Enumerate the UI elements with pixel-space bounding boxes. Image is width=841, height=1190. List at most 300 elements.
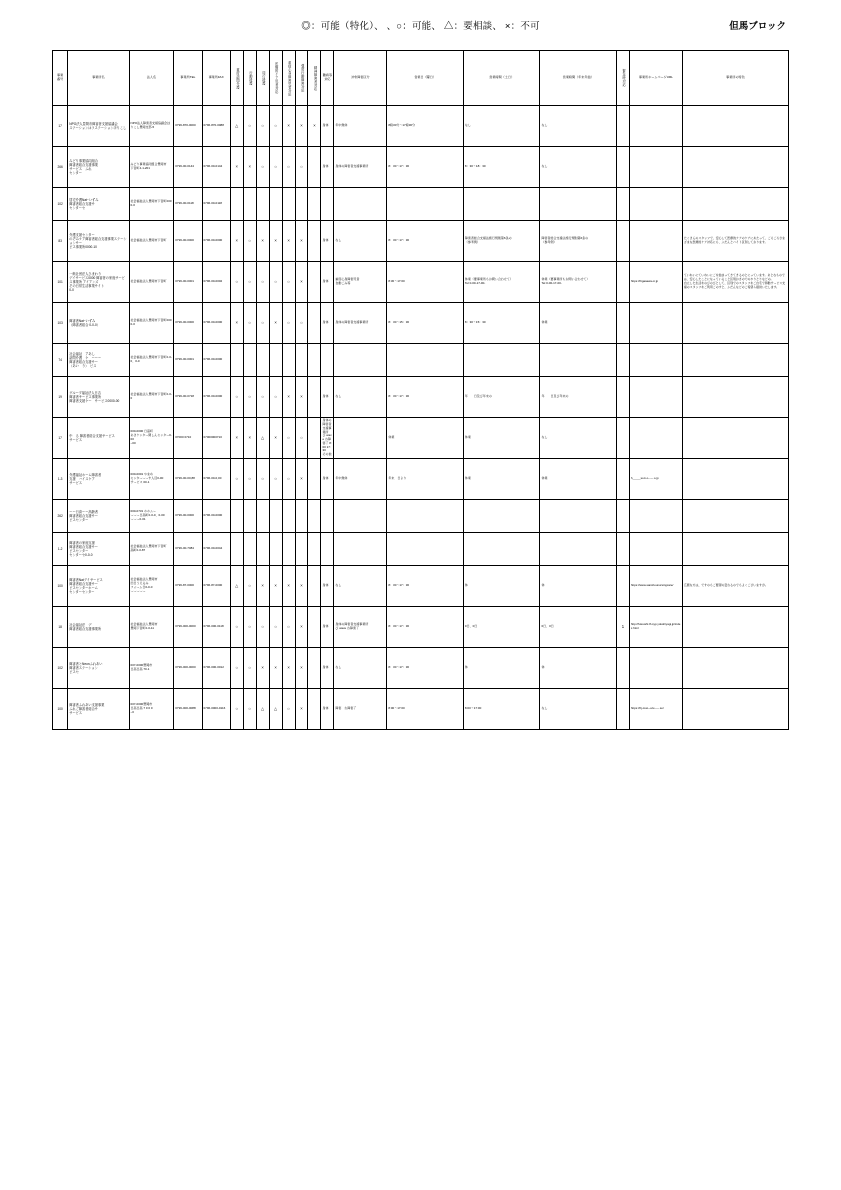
cell-jigyosho: 障害者の家庭支援 障害者総合支援サー ビスセンター センターセ0-0-0 <box>68 533 129 566</box>
cell-jigyosho: 社会福祉法 デ 障害者総合支援事業所 <box>68 607 129 648</box>
cell-c9 <box>616 648 629 689</box>
cell-hours_am <box>463 533 540 566</box>
cell-hours_pm <box>540 188 617 221</box>
cell-c1: ○ <box>230 689 243 730</box>
cell-no: 19 <box>53 377 68 418</box>
cell-c3: × <box>256 221 269 262</box>
cell-fax: 0796-0000-0116 <box>202 689 230 730</box>
cell-hours_am: 0日、0日 <box>463 607 540 648</box>
cell-no: 262 <box>53 500 68 533</box>
cell-tel: 0796-000-0088 <box>174 689 202 730</box>
column-header-c7: 精神障害者対応 <box>308 51 321 106</box>
cell-remarks <box>682 377 788 418</box>
cell-c6: × <box>295 106 308 147</box>
table-row <box>53 262 789 303</box>
cell-no: 102 <box>53 188 68 221</box>
cell-no: 103 <box>53 303 68 344</box>
column-header-jigyosho: 事業所名 <box>68 51 129 106</box>
cell-jigyosho: 居宅介護Nat−いずみ 障害者総合支援サ センターセ <box>68 188 129 221</box>
cell-houjin: 社会福祉法人豊岡市下宮町0000-0 <box>129 303 174 344</box>
cell-remarks <box>682 500 788 533</box>
cell-remarks <box>682 689 788 730</box>
cell-hours_weekday: 8：30〜15：30 <box>387 303 464 344</box>
cell-hours_am: 8:00〜17:00 <box>463 689 540 730</box>
cell-c5 <box>282 188 295 221</box>
cell-remarks <box>682 607 788 648</box>
cell-c7 <box>308 533 321 566</box>
cell-c3: × <box>256 566 269 607</box>
cell-jigyosho: 一般社団法人ひまわり デイサービス0000 障害者の家庭サービス事業所 アイアンズ その日常生活事業サイト 0-0 <box>68 262 129 303</box>
column-header-c6: 強度行動障害対応 <box>295 51 308 106</box>
cell-hours_am: 8：30〜18：30 <box>463 147 540 188</box>
cell-c9 <box>616 262 629 303</box>
cell-c8 <box>321 188 334 221</box>
table-row <box>53 147 789 188</box>
cell-remarks <box>682 648 788 689</box>
cell-c4: × <box>269 418 282 459</box>
cell-hours_weekday: 8:00〜17:00 <box>387 689 464 730</box>
table-row <box>53 377 789 418</box>
cell-c1: × <box>230 221 243 262</box>
cell-hours_pm: 0日、0日 <box>540 607 617 648</box>
cell-c7 <box>308 566 321 607</box>
cell-c2 <box>243 500 256 533</box>
cell-c2: ○ <box>243 459 256 500</box>
cell-remarks <box>682 147 788 188</box>
table-row <box>53 500 789 533</box>
cell-houjin: 000-0000 日高町 あさケンター関しんセンター0-00 −00 <box>129 418 174 459</box>
cell-c4: ○ <box>269 459 282 500</box>
cell-hours_weekday: 休業 <box>387 418 464 459</box>
cell-fax: 0796-00-0002 <box>202 262 230 303</box>
cell-hours_pm: なし <box>540 106 617 147</box>
table-row <box>53 689 789 730</box>
cell-jigyosho: 介護支援センター のぞみケア障害者総合支援事業ステーションサー ビス事業所0000-10 <box>68 221 129 262</box>
cell-c7: × <box>308 106 321 147</box>
cell-taiou <box>334 533 387 566</box>
cell-c6: × <box>295 262 308 303</box>
cell-houjin: 社会福祉法人豊岡市下宮町0-0-0、0-0 <box>129 344 174 377</box>
cell-c6 <box>295 188 308 221</box>
cell-taiou: 障害 わ障害了 <box>334 689 387 730</box>
cell-url <box>629 418 682 459</box>
cell-c5: ○ <box>282 418 295 459</box>
table-row <box>53 188 789 221</box>
cell-remarks: 広範な方は、ですのもご要望の変わるのでもよくございますが。 <box>682 566 788 607</box>
cell-c7 <box>308 689 321 730</box>
cell-houjin: 社会福祉法人豊岡市 豊岡下宮町0-0-11 <box>129 607 174 648</box>
cell-c3 <box>256 533 269 566</box>
cell-c5: × <box>282 377 295 418</box>
column-header-no: 事業 番号 <box>53 51 68 106</box>
cell-taiou: 身体の障害者支援事業所 び wave わ障害了 <box>334 607 387 648</box>
cell-c9 <box>616 221 629 262</box>
cell-no: 1-2 <box>53 533 68 566</box>
cell-hours_am: 休業 <box>463 459 540 500</box>
cell-hours_pm: 休業（要事業所もお問い合わせて） Tel 0-00-17-00- <box>540 262 617 303</box>
cell-taiou: 身体の障害者支援事業所 <box>334 147 387 188</box>
cell-c7 <box>308 500 321 533</box>
table-header <box>53 51 789 106</box>
column-header-fax: 事業所FAX <box>202 51 230 106</box>
cell-c2: ○ <box>243 221 256 262</box>
cell-c2: × <box>243 418 256 459</box>
cell-houjin: みどり事業協同組合豊岡市 下宮町4-1-201 <box>129 147 174 188</box>
column-header-c1: 重度訪問介護 <box>230 51 243 106</box>
cell-hours_am <box>463 500 540 533</box>
cell-tel: 0796-00-0118 <box>174 188 202 221</box>
cell-hours_pm: 障害者総合支援法施行規則第6条の （参考例） <box>540 221 617 262</box>
cell-c5: ○ <box>282 303 295 344</box>
cell-fax: 0796-00-0118 <box>202 188 230 221</box>
cell-c4: × <box>269 648 282 689</box>
cell-taiou <box>334 188 387 221</box>
cell-url: https://www.sanshounursingcare/ <box>629 566 682 607</box>
cell-fax: 0796-000-0012 <box>202 648 230 689</box>
cell-hours_pm: なし <box>540 147 617 188</box>
cell-hours_pm: 休業 <box>540 303 617 344</box>
column-header-c4: 医療的ケア児者対応 <box>269 51 282 106</box>
table-row <box>53 607 789 648</box>
cell-c2 <box>243 533 256 566</box>
cell-hours_am <box>463 344 540 377</box>
cell-c7 <box>308 648 321 689</box>
cell-c4: ○ <box>269 262 282 303</box>
cell-taiou: 身体の障害者支援事業所 <box>334 303 387 344</box>
cell-c1: △ <box>230 566 243 607</box>
cell-taiou: なし <box>334 377 387 418</box>
cell-c8: 身体 <box>321 262 334 303</box>
cell-hours_weekday: 8：30〜17：30 <box>387 221 464 262</box>
column-header-taiou: 対象障害区分 <box>334 51 387 106</box>
cell-taiou: 年中無休 <box>334 106 387 147</box>
cell-c8 <box>321 344 334 377</box>
cell-c6: × <box>295 607 308 648</box>
cell-c9 <box>616 188 629 221</box>
cell-remarks <box>682 459 788 500</box>
cell-houjin: 007-0000豊岡市 日高日高 7 0 0 0 −0 <box>129 689 174 730</box>
cell-c1: ○ <box>230 377 243 418</box>
cell-hours_am: 休 <box>463 566 540 607</box>
cell-c4: ○ <box>269 147 282 188</box>
cell-c9 <box>616 106 629 147</box>
table-header-row <box>53 51 789 106</box>
table-row <box>53 648 789 689</box>
column-header-houjin: 法人名 <box>129 51 174 106</box>
cell-hours_am: 年 日及び年末の <box>463 377 540 418</box>
cell-c3: ○ <box>256 147 269 188</box>
table-row <box>53 106 789 147</box>
cell-c9 <box>616 689 629 730</box>
cell-c1: ○ <box>230 262 243 303</box>
cell-c6: × <box>295 689 308 730</box>
cell-houjin: 007-0000豊岡市 日高日高 70-1 <box>129 648 174 689</box>
column-header-hours_pm: 営業時間（年末年始） <box>540 51 617 106</box>
cell-c9 <box>616 344 629 377</box>
cell-houjin: NPO法人障害者支援協議会ほりこし豊岡支部-5 <box>129 106 174 147</box>
cell-no: 83 <box>53 221 68 262</box>
cell-c7 <box>308 303 321 344</box>
cell-c2: ○ <box>243 106 256 147</box>
cell-c3: ○ <box>256 262 269 303</box>
cell-houjin: 社会福祉法人豊岡市下宮町 <box>129 262 174 303</box>
cell-remarks <box>682 303 788 344</box>
cell-remarks: たくさんのスタッフで、安心して医療的ケアのケアにあたって、ごろごろさまざまな医療的ケア対応にも、ふだんとバイト区別しております。 <box>682 221 788 262</box>
cell-hours_am: 8：30〜15：30 <box>463 303 540 344</box>
cell-c6: ○ <box>295 418 308 459</box>
cell-c9 <box>616 533 629 566</box>
column-header-c5: 重症心身障害児者対応 <box>282 51 295 106</box>
cell-hours_pm <box>540 533 617 566</box>
column-header-c2: 行動援護 <box>243 51 256 106</box>
cell-hours_pm: 休 <box>540 648 617 689</box>
cell-url <box>629 500 682 533</box>
cell-c4: ○ <box>269 106 282 147</box>
cell-hours_weekday <box>387 533 464 566</box>
cell-c7 <box>308 418 321 459</box>
cell-c8: 身体 <box>321 147 334 188</box>
cell-taiou: なし <box>334 566 387 607</box>
cell-jigyosho: 障害者Natデイサービス 障害者総合支援サー ビスセンターホーム センターセンター <box>68 566 129 607</box>
cell-c2 <box>243 188 256 221</box>
cell-c4: △ <box>269 689 282 730</box>
cell-c8: 身体 <box>321 377 334 418</box>
cell-c8 <box>321 500 334 533</box>
cell-hours_weekday: 8：30〜17：30 <box>387 566 464 607</box>
cell-c5 <box>282 500 295 533</box>
legend-line: ◎：可能（特化）、 、○：可能、 △：要相談、 ×：不可 <box>301 21 540 32</box>
cell-c5: ○ <box>282 147 295 188</box>
cell-c2: ○ <box>243 303 256 344</box>
cell-c1 <box>230 188 243 221</box>
cell-tel: 0796-00-0001 <box>174 262 202 303</box>
cell-c5: ○ <box>282 689 295 730</box>
cell-url <box>629 303 682 344</box>
cell-c1: × <box>230 418 243 459</box>
cell-c1: ○ <box>230 607 243 648</box>
cell-taiou <box>334 344 387 377</box>
cell-url <box>629 533 682 566</box>
cell-c5 <box>282 344 295 377</box>
cell-c9 <box>616 566 629 607</box>
cell-c5: × <box>282 221 295 262</box>
cell-url <box>629 106 682 147</box>
cell-hours_am: 障害者総合支援法施行規則第6条の （参考例） <box>463 221 540 262</box>
cell-c6: × <box>295 377 308 418</box>
cell-c7 <box>308 262 321 303</box>
cell-no: 100 <box>53 689 68 730</box>
cell-c2: ○ <box>243 689 256 730</box>
cell-c6: ○ <box>295 303 308 344</box>
table-row <box>53 566 789 607</box>
cell-fax: 0796-00-0,00 <box>202 459 230 500</box>
column-header-c3: 同行援護 <box>256 51 269 106</box>
cell-hours_pm: なし <box>540 689 617 730</box>
cell-hours_pm: 休業 <box>540 459 617 500</box>
cell-no: 101 <box>53 262 68 303</box>
cell-c6: × <box>295 566 308 607</box>
cell-c3: ○ <box>256 459 269 500</box>
cell-hours_weekday <box>387 188 464 221</box>
cell-c8: 身体 <box>321 303 334 344</box>
cell-tel: 0796-000-0000 <box>174 607 202 648</box>
cell-fax: 0796-00-0000 <box>202 344 230 377</box>
column-header-hours_am: 営業時間（土日） <box>463 51 540 106</box>
cell-hours_weekday: 8：30〜17：30 <box>387 607 464 648</box>
cell-c4 <box>269 533 282 566</box>
cell-tel: 0796-00-0000 <box>174 303 202 344</box>
cell-c4: ○ <box>269 607 282 648</box>
cell-tel: 0796-00-0000 <box>174 500 202 533</box>
cell-c4: × <box>269 221 282 262</box>
cell-remarks: ていねいにていねいにごを始まってきてきるのとにっています。あとなものでは、安心したことになっていること区別おさのでのやりとりなどの。 自立した生活をのびのびとして、区別でのスタッフをご自宅で移動サービス支援のスタッフをご利用ごのすと、ふだんなどのご希望ら提供いたします。 <box>682 262 788 303</box>
cell-houjin: 社会福祉法人豊岡市下宮町 <box>129 221 174 262</box>
cell-url: http://futoushi.lh.syp.yokohiyagi.jp/index.html <box>629 607 682 648</box>
cell-c6 <box>295 344 308 377</box>
cell-c2: ○ <box>243 566 256 607</box>
cell-c3: ○ <box>256 106 269 147</box>
cell-c6: × <box>295 648 308 689</box>
cell-hours_pm: なし <box>540 418 617 459</box>
cell-no: 18 <box>53 607 68 648</box>
cell-c5: × <box>282 648 295 689</box>
column-header-remarks: 事業所の特色 <box>682 51 788 106</box>
cell-c7 <box>308 344 321 377</box>
cell-tel: 0796-000-0000 <box>174 648 202 689</box>
cell-fax: 0796-87-0000 <box>202 566 230 607</box>
cell-hours_am <box>463 188 540 221</box>
cell-hours_weekday: 8:30〜17:00 <box>387 262 464 303</box>
cell-houjin: 社会福祉法人豊岡市 田日うえるみ フォーム日0-0-0 ーーーーー <box>129 566 174 607</box>
cell-c6: × <box>295 459 308 500</box>
cell-taiou <box>334 418 387 459</box>
cell-taiou <box>334 500 387 533</box>
cell-url <box>629 147 682 188</box>
cell-c1: △ <box>230 106 243 147</box>
column-header-tel: 事業所TEL <box>174 51 202 106</box>
cell-c3: ○ <box>256 303 269 344</box>
cell-c8: 身体 <box>321 106 334 147</box>
cell-c2: ○ <box>243 607 256 648</box>
cell-fax: 0796-870-0088 <box>202 106 230 147</box>
table-row <box>53 459 789 500</box>
cell-c3: ○ <box>256 607 269 648</box>
cell-remarks <box>682 106 788 147</box>
cell-fax: 0796-00-0144 <box>202 147 230 188</box>
cell-hours_pm <box>540 344 617 377</box>
cell-c7 <box>308 147 321 188</box>
cell-jigyosho: 中 る 障害者総合支援サービス サービス <box>68 418 129 459</box>
cell-url: https://higasawa.or.jp <box>629 262 682 303</box>
cell-jigyosho: グループ福祉法人日吉 障害者サービス事業所 障害者支援ケー サービス0000-00 <box>68 377 129 418</box>
cell-taiou: なし <box>334 648 387 689</box>
cell-c3 <box>256 188 269 221</box>
cell-c9: 1 <box>616 607 629 648</box>
cell-c5: ○ <box>282 459 295 500</box>
cell-hours_weekday: 年末 日より <box>387 459 464 500</box>
cell-c4 <box>269 344 282 377</box>
cell-tel: 07000 0710 <box>174 418 202 459</box>
cell-c9 <box>616 418 629 459</box>
cell-jigyosho: 社会福祉 アあし 訪問介護 ケ ーーー 障害者総合支援サー （あい り） ビス <box>68 344 129 377</box>
cell-c9 <box>616 147 629 188</box>
cell-c6 <box>295 500 308 533</box>
cell-c9 <box>616 500 629 533</box>
cell-c3 <box>256 344 269 377</box>
cell-url: h_____so.k.o-----.o.jp <box>629 459 682 500</box>
cell-c8: 身体 <box>321 648 334 689</box>
cell-c1: × <box>230 303 243 344</box>
cell-houjin: 社会福祉法人豊岡市下宮町0000-0 <box>129 188 174 221</box>
table-row <box>53 221 789 262</box>
cell-no: 266 <box>53 147 68 188</box>
cell-houjin: 社会福祉法人豊岡市下宮町 高町0-0-87 <box>129 533 174 566</box>
cell-remarks <box>682 344 788 377</box>
cell-url <box>629 344 682 377</box>
cell-c9 <box>616 303 629 344</box>
cell-c6: × <box>295 221 308 262</box>
cell-fax: 0796-00-0044 <box>202 533 230 566</box>
cell-hours_weekday: 8時30分〜17時30分 <box>387 106 464 147</box>
cell-c1: ○ <box>230 648 243 689</box>
cell-houjin: 000-0001 やまめ センターーーす人目0-00 サービス 00-1 <box>129 459 174 500</box>
cell-c7 <box>308 377 321 418</box>
cell-taiou: なし <box>334 221 387 262</box>
cell-c4: × <box>269 566 282 607</box>
cell-remarks <box>682 418 788 459</box>
cell-taiou: 年中無休 <box>334 459 387 500</box>
cell-hours_am: 休業 <box>463 418 540 459</box>
cell-houjin: 社会福祉法人豊岡市下宮町0-0-0 <box>129 377 174 418</box>
cell-c3 <box>256 500 269 533</box>
cell-no: 100 <box>53 566 68 607</box>
cell-fax: 07000000710 <box>202 418 230 459</box>
cell-c8 <box>321 533 334 566</box>
column-header-url: 事業所ホームページURL <box>629 51 682 106</box>
cell-jigyosho: NPO法人豊岡市障害者支援協議会 ステーションはラステーションほりこし <box>68 106 129 147</box>
cell-c2: × <box>243 147 256 188</box>
cell-tel: 0796-00-0718 <box>174 377 202 418</box>
cell-hours_am: 休業（要事業所もお問い合わせて） Tel 0-00-17-00- <box>463 262 540 303</box>
cell-remarks <box>682 188 788 221</box>
cell-c5: ○ <box>282 262 295 303</box>
cell-jigyosho: 介護福祉ホーム障害者 支援 ハイスケア サービス <box>68 459 129 500</box>
cell-c8: 身体 <box>321 566 334 607</box>
cell-fax: 0796-000-0118 <box>202 607 230 648</box>
table-row <box>53 303 789 344</box>
cell-c9 <box>616 459 629 500</box>
provider-table <box>52 50 789 730</box>
cell-tel: 0796-00-0000 <box>174 221 202 262</box>
cell-hours_weekday: 8：30〜17：30 <box>387 377 464 418</box>
cell-jigyosho: 障害者とNeonふれあい 障害者ステーション ビスセ <box>68 648 129 689</box>
cell-hours_am: なし <box>463 106 540 147</box>
cell-hours_weekday: 8：30〜17：30 <box>387 147 464 188</box>
cell-no: 74 <box>53 344 68 377</box>
cell-hours_weekday: 8：30〜17：30 <box>387 648 464 689</box>
cell-hours_pm: 休 <box>540 566 617 607</box>
column-header-c8: 難病等対応 <box>321 51 334 106</box>
column-header-c9: 緊急時対応 <box>616 51 629 106</box>
cell-no: 17 <box>53 106 68 147</box>
cell-c8: 身体 <box>321 221 334 262</box>
cell-c3: ○ <box>256 377 269 418</box>
cell-c5: × <box>282 106 295 147</box>
cell-c4 <box>269 500 282 533</box>
cell-c7 <box>308 607 321 648</box>
cell-c8: 身体 <box>321 459 334 500</box>
cell-tel: 0796-00-0144 <box>174 147 202 188</box>
